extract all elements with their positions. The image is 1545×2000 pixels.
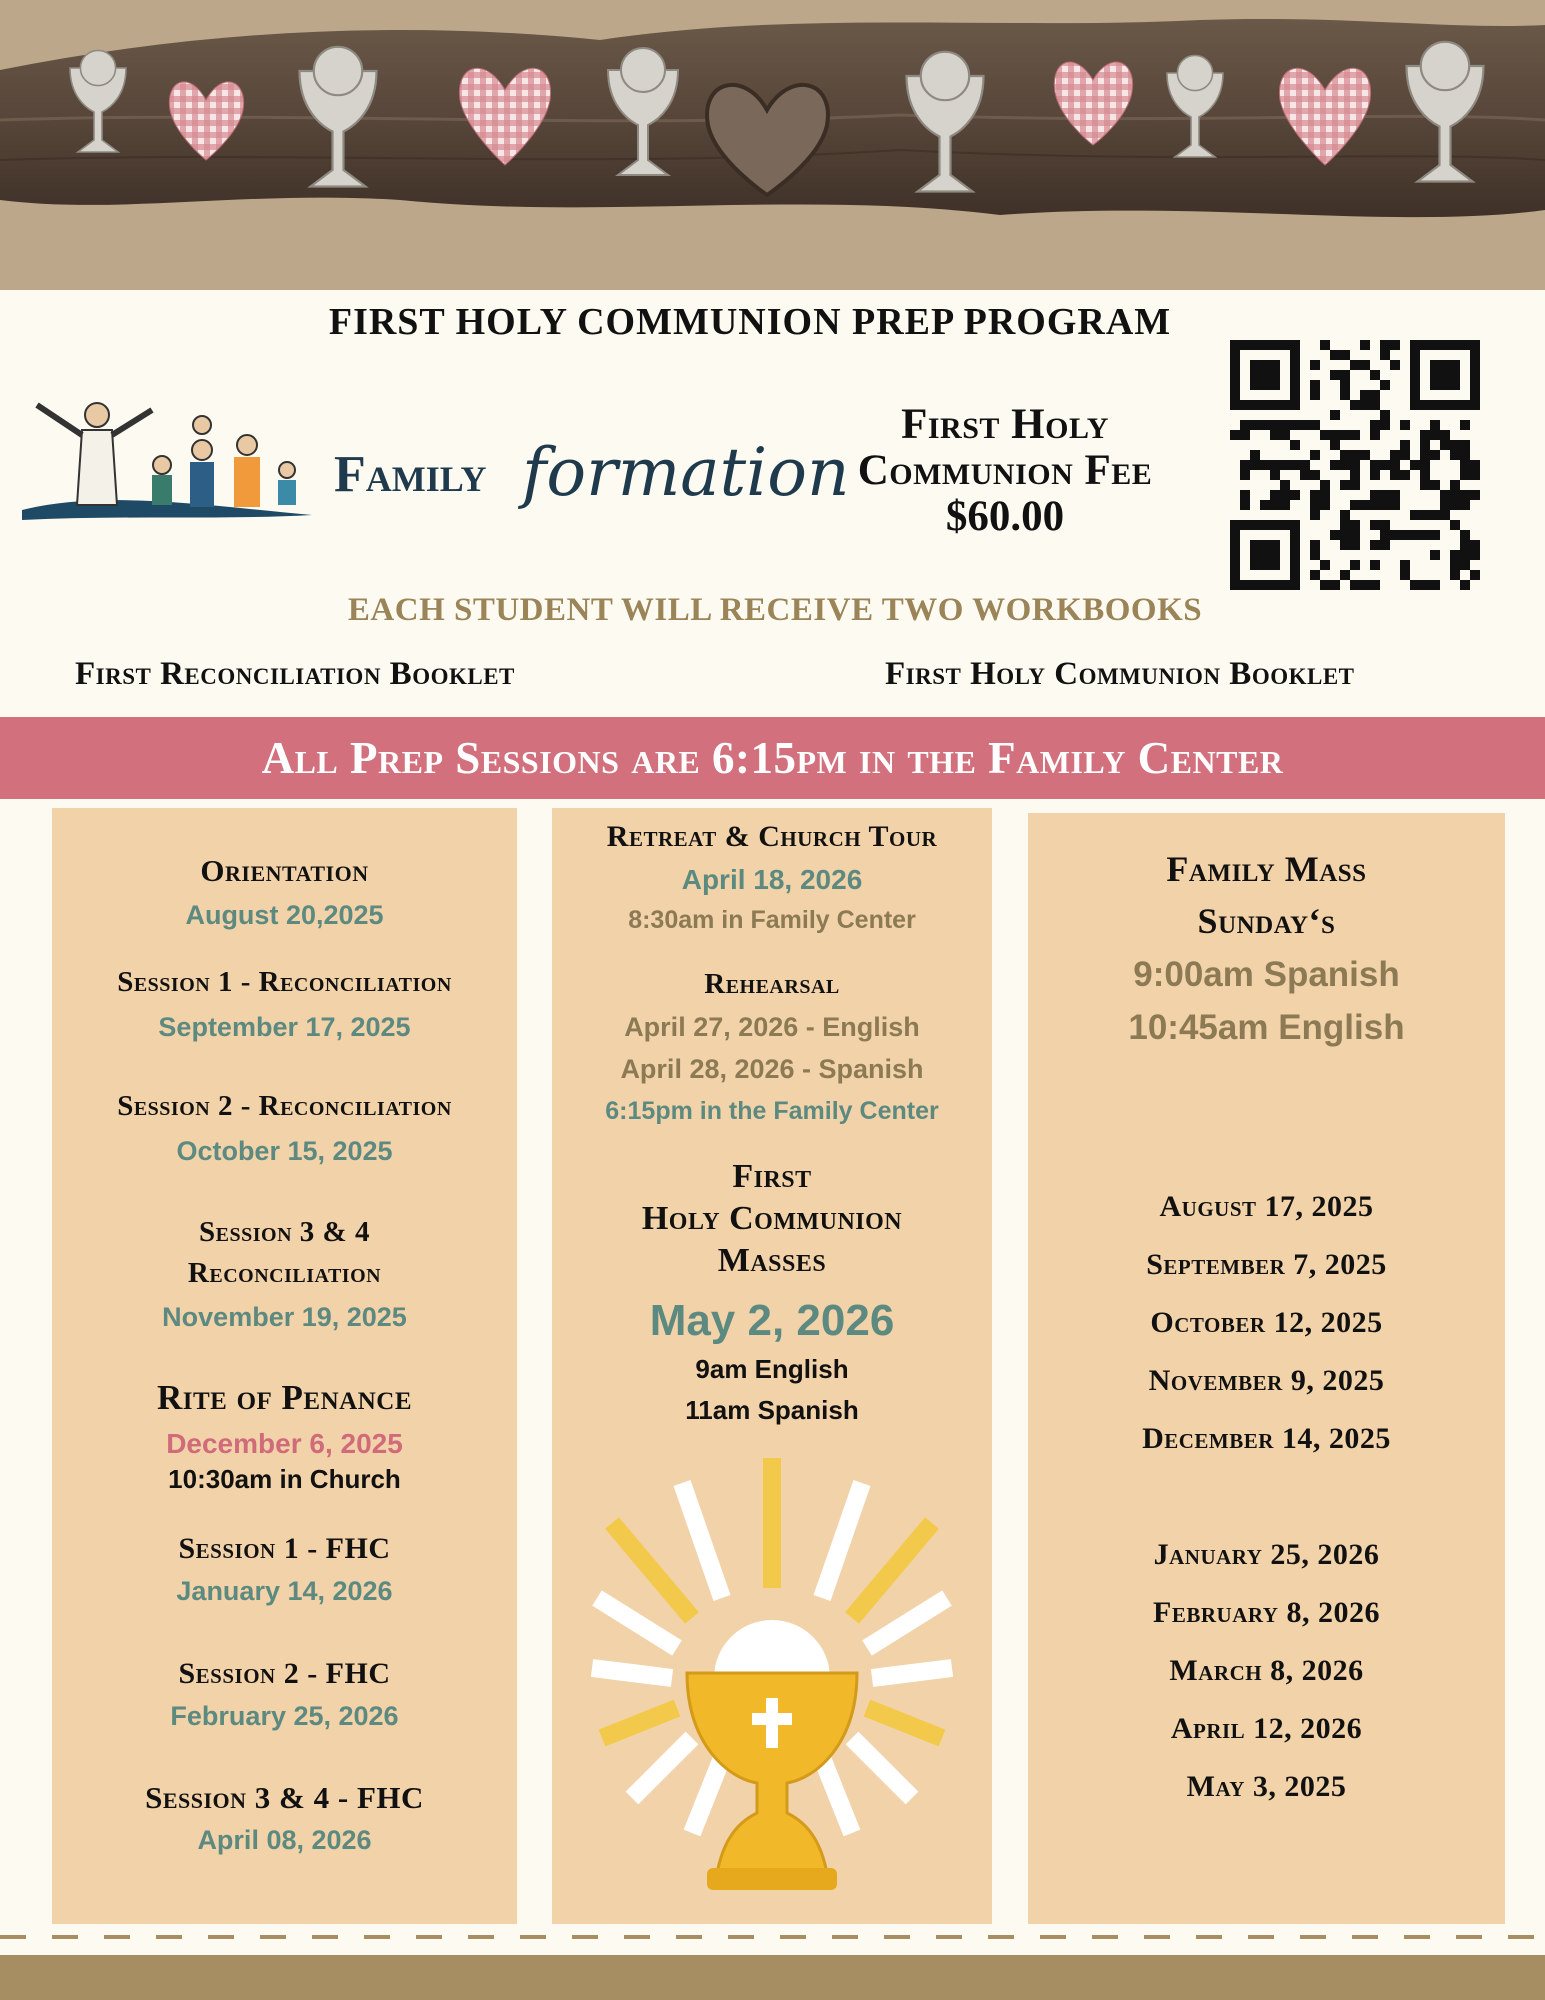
retreat-note: 8:30am in Family Center <box>628 906 916 934</box>
mass-date: November 9, 2025 <box>1148 1364 1385 1397</box>
rehearsal-english: April 27, 2026 - English <box>624 1012 920 1042</box>
session2-reconciliation-title: Session 2 - Reconciliation <box>117 1090 452 1122</box>
mass-date: December 14, 2025 <box>1142 1422 1391 1455</box>
fee-line-1: First Holy <box>901 401 1109 448</box>
family-mass-title-2: Sunday‘s <box>1197 901 1336 941</box>
events-column <box>552 808 992 1924</box>
family-illustration-icon <box>22 390 322 560</box>
retreat-date: April 18, 2026 <box>681 864 863 895</box>
mass-date: October 12, 2025 <box>1150 1306 1383 1339</box>
session1-reconciliation-date: September 17, 2025 <box>158 1012 411 1042</box>
session34-reconciliation-date: November 19, 2025 <box>162 1302 407 1332</box>
program-title: FIRST HOLY COMMUNION PREP PROGRAM <box>328 301 1172 343</box>
mass-date: February 8, 2026 <box>1153 1596 1380 1629</box>
prep-sessions-text: All Prep Sessions are 6:15pm in the Family Center <box>261 733 1284 783</box>
logo-word-formation: formation <box>522 434 850 511</box>
header-banner-image <box>0 0 1545 290</box>
retreat-title: Retreat & Church Tour <box>606 820 938 853</box>
family-mass-time-spanish: 9:00am Spanish <box>1133 955 1400 994</box>
session34-fhc-date: April 08, 2026 <box>197 1825 372 1855</box>
communion-fee <box>810 402 1200 540</box>
family-mass-column <box>1028 813 1505 1924</box>
mass-date: August 17, 2025 <box>1159 1190 1374 1223</box>
orientation-date: August 20,2025 <box>185 900 384 930</box>
masses-title-2: Holy Communion <box>641 1200 903 1237</box>
session1-reconciliation-title: Session 1 - Reconciliation <box>117 966 452 998</box>
chalice-host-icon <box>582 1453 962 1908</box>
session34-reconciliation-title-2: Reconciliation <box>187 1257 382 1289</box>
sessions-column <box>52 808 517 1924</box>
masses-date: May 2, 2026 <box>649 1296 895 1345</box>
dashed-divider <box>0 1934 1545 1940</box>
masses-title-1: First <box>732 1158 812 1195</box>
rite-of-penance-date: December 6, 2025 <box>166 1428 403 1459</box>
communion-booklet: First Holy Communion Booklet <box>885 656 1355 692</box>
family-formation-logo <box>22 390 850 560</box>
session1-fhc-date: January 14, 2026 <box>176 1576 393 1606</box>
footer-bar <box>0 1955 1545 2000</box>
session2-fhc-title: Session 2 - FHC <box>178 1657 391 1690</box>
session2-fhc-date: February 25, 2026 <box>170 1701 399 1731</box>
logo-word-family: Family <box>334 446 487 503</box>
rite-of-penance-title: Rite of Penance <box>156 1378 413 1417</box>
prep-sessions-banner <box>0 717 1545 799</box>
rehearsal-spanish: April 28, 2026 - Spanish <box>620 1054 924 1084</box>
masses-spanish: 11am Spanish <box>685 1395 859 1425</box>
rehearsal-title: Rehearsal <box>704 968 840 1000</box>
reconciliation-booklet: First Reconciliation Booklet <box>75 656 515 692</box>
fee-line-2: Communion Fee <box>857 447 1153 494</box>
session2-reconciliation-date: October 15, 2025 <box>176 1136 393 1166</box>
mass-date: March 8, 2026 <box>1169 1654 1364 1687</box>
qr-code-icon[interactable] <box>1230 340 1480 590</box>
session34-reconciliation-title-1: Session 3 & 4 <box>199 1216 370 1248</box>
family-mass-title-1: Family Mass <box>1166 849 1367 889</box>
mass-date: September 7, 2025 <box>1146 1248 1387 1281</box>
rehearsal-note: 6:15pm in the Family Center <box>605 1097 939 1125</box>
session1-fhc-title: Session 1 - FHC <box>178 1532 391 1565</box>
mass-date: May 3, 2025 <box>1186 1770 1347 1803</box>
family-mass-time-english: 10:45am English <box>1128 1008 1405 1047</box>
workbooks-heading: EACH STUDENT WILL RECEIVE TWO WORKBOOKS <box>347 592 1203 628</box>
masses-english: 9am English <box>695 1354 849 1384</box>
masses-title-3: Masses <box>717 1242 827 1279</box>
fee-amount: $60.00 <box>945 493 1065 540</box>
orientation-title: Orientation <box>200 853 369 888</box>
session34-fhc-title: Session 3 & 4 - FHC <box>145 1780 424 1815</box>
rite-of-penance-note: 10:30am in Church <box>168 1464 401 1494</box>
mass-date: January 25, 2026 <box>1153 1538 1380 1571</box>
mass-date: April 12, 2026 <box>1170 1712 1363 1745</box>
